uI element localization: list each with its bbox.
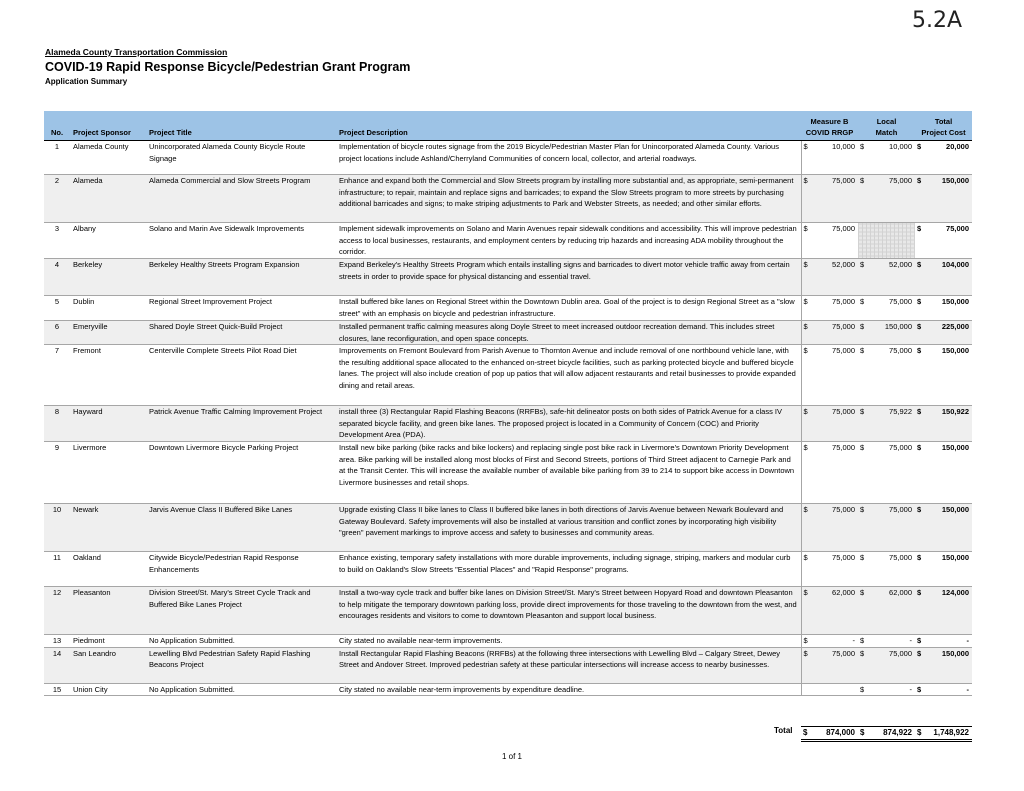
total-cost-amount-value: 104,000 [941, 260, 969, 269]
project-title: Solano and Marin Ave Sidewalk Improvements [146, 223, 336, 259]
local-match-amount [858, 504, 915, 552]
project-title: Division Street/St. Mary's Street Cycle Track and Buffered Bike Lanes Project [146, 587, 336, 635]
measure-b-amount-value: 10,000 [832, 142, 855, 151]
local-match-amount-value: 75,000 [889, 297, 912, 306]
project-sponsor: Dublin [70, 296, 146, 321]
measure-b-amount-value: 75,000 [832, 224, 855, 233]
project-description: Install buffered bike lanes on Regional Street within the Downtown Dublin area. Goal of the project is to design Regional Street as a "slow street" with an emphasis on bicycle and pedestrian infrastructure. [336, 296, 801, 321]
total-cost-amount [915, 406, 972, 442]
total-cost-amount-value: 150,000 [941, 553, 969, 562]
measure-b-amount-value: - [852, 636, 855, 645]
total-cost-amount-value: 150,922 [941, 407, 969, 416]
local-match-amount-value: 75,000 [889, 553, 912, 562]
table-row [44, 175, 972, 223]
measure-b-amount [801, 296, 858, 321]
project-sponsor: Albany [70, 223, 146, 259]
total-cost-amount [915, 175, 972, 223]
project-sponsor: Berkeley [70, 259, 146, 296]
row-number: 5 [44, 296, 70, 321]
application-summary-table [44, 111, 972, 696]
table-row [44, 635, 972, 648]
total-measure-b [801, 726, 858, 742]
project-title: Unincorporated Alameda County Bicycle Route Signage [146, 141, 336, 175]
total-cost-amount-value: 150,000 [941, 297, 969, 306]
project-title: No Application Submitted. [146, 683, 336, 696]
project-description: Install new bike parking (bike racks and bike lockers) and replacing single post bike rack in Livermore's Downtown Priority Development area. Bike parking will be installed along most blocks of First and Second Streets, portions of Third Street adjacent to Carnegie Park and at the Transit Center. This will increase the available number of available bike parking from 39 to 214 to support bike access in Downtown Livermore businesses and retail shops. [336, 442, 801, 504]
local-match-amount [858, 552, 915, 587]
total-project-cost-value: 1,748,922 [933, 728, 969, 737]
project-description: Implement sidewalk improvements on Solano and Marin Avenues repair sidewalk conditions and accessibility. This will improve pedestrian access to local businesses, restaurants, and employment centers by reducing trip hazards and increasing ADA mobility throughout the corridor. [336, 223, 801, 259]
measure-b-amount-value: 75,000 [832, 505, 855, 514]
measure-b-amount [801, 223, 858, 259]
col-header-local-line2: Match [875, 128, 898, 137]
currency-symbol: $ [860, 443, 865, 452]
table-row [44, 345, 972, 406]
measure-b-amount [801, 683, 858, 696]
col-header-local-match [858, 111, 915, 141]
currency-symbol: $ [917, 588, 922, 597]
currency-symbol: $ [803, 443, 808, 452]
project-sponsor: Emeryville [70, 321, 146, 345]
total-cost-amount-value: 20,000 [946, 142, 969, 151]
project-description: Improvements on Fremont Boulevard from Parish Avenue to Thornton Avenue and include removal of one northbound vehicle lane, with the resulting additional space allocated to the enhanced on-street bicycle facilities, such as parking protected bicycle and buffered bicycle lanes. The project will also include creation of pop up patios that will allow adjacent restaurants and retail businesses to provide expanded dining and retail areas. [336, 345, 801, 406]
total-cost-amount-value: - [966, 636, 969, 645]
currency-symbol: $ [860, 260, 865, 269]
local-match-amount [858, 345, 915, 406]
row-number: 2 [44, 175, 70, 223]
local-match-amount [858, 635, 915, 648]
currency-symbol: $ [917, 648, 922, 658]
document-header [45, 47, 410, 86]
measure-b-amount [801, 406, 858, 442]
currency-symbol: $ [803, 142, 808, 151]
currency-symbol: $ [803, 553, 808, 562]
currency-symbol: $ [917, 407, 922, 416]
col-header-title: Project Title [146, 111, 336, 141]
table-row [44, 442, 972, 504]
table-row [44, 321, 972, 345]
currency-symbol: $ [917, 176, 922, 185]
total-cost-amount [915, 296, 972, 321]
currency-symbol: $ [917, 346, 922, 355]
local-match-amount-value: 75,000 [889, 505, 912, 514]
program-title: COVID-19 Rapid Response Bicycle/Pedestrian Grant Program [45, 60, 411, 74]
currency-symbol: $ [860, 407, 865, 416]
row-number: 8 [44, 406, 70, 442]
totals-label: Total [774, 726, 793, 735]
measure-b-amount-value: 75,000 [832, 407, 855, 416]
total-cost-amount-value: 75,000 [946, 224, 969, 233]
currency-symbol: $ [917, 224, 922, 233]
currency-symbol: $ [860, 553, 865, 562]
agenda-item-number: 5.2A [911, 8, 962, 33]
row-number: 9 [44, 442, 70, 504]
total-cost-amount [915, 141, 972, 175]
currency-symbol: $ [803, 588, 808, 597]
currency-symbol: $ [860, 346, 865, 355]
total-cost-amount-value: 225,000 [941, 322, 969, 331]
project-sponsor: Union City [70, 683, 146, 696]
project-sponsor: Pleasanton [70, 587, 146, 635]
total-cost-amount-value: 150,000 [941, 176, 969, 185]
total-cost-amount [915, 635, 972, 648]
total-cost-amount [915, 442, 972, 504]
document-subtitle: Application Summary [45, 77, 128, 86]
table-row [44, 683, 972, 696]
measure-b-amount-value: 75,000 [832, 322, 855, 331]
table-header-row [44, 111, 972, 141]
currency-symbol: $ [803, 224, 808, 233]
row-number: 11 [44, 552, 70, 587]
currency-symbol: $ [860, 648, 865, 658]
total-cost-amount-value: 150,000 [941, 505, 969, 514]
currency-symbol: $ [860, 322, 865, 331]
currency-symbol: $ [803, 728, 808, 737]
col-header-total-cost [915, 111, 972, 141]
measure-b-amount [801, 345, 858, 406]
currency-symbol: $ [803, 636, 808, 645]
total-cost-amount-value: 150,000 [941, 346, 969, 355]
project-sponsor: Newark [70, 504, 146, 552]
currency-symbol: $ [917, 322, 922, 331]
project-description: Install Rectangular Rapid Flashing Beacons (RRFBs) at the following three intersections with Lewelling Blvd – Calgary Street, Dewey Street and Andover Street. Improved pedestrian safety at these particular intersections will increase access to nearby businesses. [336, 647, 801, 683]
local-match-amount-value: - [909, 636, 912, 645]
total-cost-amount-value: 150,000 [941, 648, 969, 658]
currency-symbol: $ [917, 505, 922, 514]
project-sponsor: Oakland [70, 552, 146, 587]
table-row [44, 406, 972, 442]
total-project-cost [915, 726, 972, 742]
col-header-measure-b-line1: Measure B [810, 117, 849, 126]
measure-b-amount-value: 75,000 [832, 648, 855, 658]
project-sponsor: Alameda [70, 175, 146, 223]
row-number: 12 [44, 587, 70, 635]
col-header-measure-b [801, 111, 858, 141]
local-match-amount [858, 296, 915, 321]
project-sponsor: San Leandro [70, 647, 146, 683]
table-row [44, 223, 972, 259]
total-cost-amount [915, 504, 972, 552]
table-row [44, 587, 972, 635]
table-row [44, 296, 972, 321]
total-cost-amount-value: 124,000 [941, 588, 969, 597]
row-number: 3 [44, 223, 70, 259]
project-title: Downtown Livermore Bicycle Parking Project [146, 442, 336, 504]
local-match-amount [858, 175, 915, 223]
project-title: Shared Doyle Street Quick-Build Project [146, 321, 336, 345]
row-number: 7 [44, 345, 70, 406]
local-match-amount-value: 75,000 [889, 176, 912, 185]
local-match-amount [858, 259, 915, 296]
local-match-amount-value: 52,000 [889, 260, 912, 269]
measure-b-amount-value: 75,000 [832, 443, 855, 452]
total-cost-amount [915, 683, 972, 696]
currency-symbol: $ [917, 636, 922, 645]
total-cost-amount [915, 223, 972, 259]
local-match-amount-value: 10,000 [889, 142, 912, 151]
measure-b-amount [801, 647, 858, 683]
local-match-amount-value: - [909, 684, 912, 694]
measure-b-amount [801, 635, 858, 648]
table-row [44, 259, 972, 296]
currency-symbol: $ [860, 684, 865, 694]
project-description: Enhance and expand both the Commercial and Slow Streets program by installing more substantial and, as appropriate, semi-permanent infrastructure; to repair, maintain and replace signs and barricades; to expand the Slow Streets program to more streets by purchasing additional barricades and signs; to make striping adjustments to Park and Webster Streets, as needed; and other similar efforts. [336, 175, 801, 223]
col-header-no: No. [44, 111, 70, 141]
project-description: Expand Berkeley's Healthy Streets Program which entails installing signs and barricades to divert motor vehicle traffic away from certain streets in order to provide space for physical distancing and essential travel. [336, 259, 801, 296]
project-title: Alameda Commercial and Slow Streets Program [146, 175, 336, 223]
local-match-amount-value: 75,000 [889, 346, 912, 355]
table-row [44, 552, 972, 587]
col-header-total-line1: Total [934, 117, 953, 126]
project-title: Lewelling Blvd Pedestrian Safety Rapid Flashing Beacons Project [146, 647, 336, 683]
currency-symbol: $ [917, 297, 922, 306]
measure-b-amount [801, 504, 858, 552]
project-title: Jarvis Avenue Class II Buffered Bike Lanes [146, 504, 336, 552]
currency-symbol: $ [860, 505, 865, 514]
table-row [44, 504, 972, 552]
total-measure-b-value: 874,000 [826, 728, 855, 737]
project-description: Upgrade existing Class II bike lanes to Class II buffered bike lanes in both directions of Jarvis Avenue between Newark Boulevard and Gateway Boulevard. Safety improvements will also be installed at various transition and conflict zones by incorporating high visibility "green" pavement markings to improve access and safety to businesses and community areas. [336, 504, 801, 552]
measure-b-amount-value: 75,000 [832, 176, 855, 185]
measure-b-amount-value: 75,000 [832, 346, 855, 355]
currency-symbol: $ [917, 553, 922, 562]
currency-symbol: $ [803, 648, 808, 658]
project-title: Patrick Avenue Traffic Calming Improvement Project [146, 406, 336, 442]
currency-symbol: $ [860, 297, 865, 306]
project-description: City stated no available near-term improvements by expenditure deadline. [336, 683, 801, 696]
total-cost-amount-value: 150,000 [941, 443, 969, 452]
currency-symbol: $ [803, 407, 808, 416]
local-match-amount [858, 321, 915, 345]
currency-symbol: $ [803, 346, 808, 355]
organization-name: Alameda County Transportation Commission [45, 47, 228, 57]
project-title: Berkeley Healthy Streets Program Expansion [146, 259, 336, 296]
col-header-description: Project Description [336, 111, 801, 141]
currency-symbol: $ [917, 260, 922, 269]
table-row [44, 141, 972, 175]
measure-b-amount [801, 587, 858, 635]
table-row [44, 647, 972, 683]
row-number: 6 [44, 321, 70, 345]
currency-symbol: $ [860, 636, 865, 645]
project-title: No Application Submitted. [146, 635, 336, 648]
project-description: Install a two-way cycle track and buffer bike lanes on Division Street/St. Mary's Street between Hopyard Road and downtown Pleasanton to help mitigate the temporary downtown parking loss, provide direct improvements for those traveling to the downtown from the west, and encourages residents and visitors to come to downtown Pleasanton and support local business. [336, 587, 801, 635]
project-title: Centerville Complete Streets Pilot Road Diet [146, 345, 336, 406]
measure-b-amount [801, 442, 858, 504]
currency-symbol: $ [803, 322, 808, 331]
project-description: Implementation of bicycle routes signage from the 2019 Bicycle/Pedestrian Master Plan for Unincorporated Alameda County. Various project locations include Ashland/Cherryland Communities of concern local, collector, and arterial roadways. [336, 141, 801, 175]
row-number: 10 [44, 504, 70, 552]
local-match-amount [858, 683, 915, 696]
measure-b-amount-value: 52,000 [832, 260, 855, 269]
local-match-amount [858, 442, 915, 504]
currency-symbol: $ [803, 176, 808, 185]
measure-b-amount-value: 62,000 [832, 588, 855, 597]
measure-b-amount [801, 321, 858, 345]
total-cost-amount [915, 345, 972, 406]
col-header-sponsor: Project Sponsor [70, 111, 146, 141]
local-match-amount-value: 75,922 [889, 407, 912, 416]
currency-symbol: $ [860, 176, 865, 185]
total-local-match [858, 726, 915, 742]
measure-b-amount-value: 75,000 [832, 553, 855, 562]
local-match-amount-value: 62,000 [889, 588, 912, 597]
currency-symbol: $ [803, 505, 808, 514]
row-number: 1 [44, 141, 70, 175]
row-number: 4 [44, 259, 70, 296]
row-number: 15 [44, 683, 70, 696]
total-cost-amount [915, 552, 972, 587]
total-cost-amount [915, 259, 972, 296]
page-footer: 1 of 1 [501, 752, 522, 761]
project-description: install three (3) Rectangular Rapid Flashing Beacons (RRFBs), safe-hit delineator posts on both sides of Patrick Avenue for a class IV separated bicycle facility, and green bike lanes. The proposed project is located in a Community of Concern (COC) and Priority Development Area (PDA). [336, 406, 801, 442]
col-header-local-line1: Local [876, 117, 897, 126]
currency-symbol: $ [803, 297, 808, 306]
project-sponsor: Alameda County [70, 141, 146, 175]
project-title: Citywide Bicycle/Pedestrian Rapid Response Enhancements [146, 552, 336, 587]
project-description: Installed permanent traffic calming measures along Doyle Street to meet increased outdoor recreation demand. This includes street closures, lane reconfiguration, and open space concepts. [336, 321, 801, 345]
local-match-amount-value: 75,000 [889, 648, 912, 658]
total-cost-amount-value: - [966, 684, 969, 694]
project-sponsor: Piedmont [70, 635, 146, 648]
local-match-amount-value: 75,000 [889, 443, 912, 452]
local-match-amount-value: 150,000 [884, 322, 912, 331]
measure-b-amount [801, 552, 858, 587]
project-sponsor: Livermore [70, 442, 146, 504]
measure-b-amount [801, 259, 858, 296]
total-cost-amount [915, 321, 972, 345]
row-number: 13 [44, 635, 70, 648]
local-match-amount [858, 406, 915, 442]
project-description: City stated no available near-term improvements. [336, 635, 801, 648]
total-local-match-value: 874,922 [883, 728, 912, 737]
currency-symbol: $ [917, 142, 922, 151]
measure-b-amount [801, 141, 858, 175]
currency-symbol: $ [917, 728, 922, 737]
currency-symbol: $ [860, 588, 865, 597]
currency-symbol: $ [860, 142, 865, 151]
local-match-amount [858, 647, 915, 683]
total-cost-amount [915, 587, 972, 635]
project-sponsor: Hayward [70, 406, 146, 442]
project-title: Regional Street Improvement Project [146, 296, 336, 321]
local-match-amount [858, 587, 915, 635]
currency-symbol: $ [917, 684, 922, 694]
currency-symbol: $ [860, 728, 865, 737]
total-cost-amount [915, 647, 972, 683]
project-sponsor: Fremont [70, 345, 146, 406]
col-header-measure-b-line2: COVID RRGP [805, 128, 854, 137]
currency-symbol: $ [917, 443, 922, 452]
project-description: Enhance existing, temporary safety installations with more durable improvements, including signage, striping, markers and modular curb to build on Oakland's Slow Streets "Essential Places" and "Rapid Response" programs. [336, 552, 801, 587]
local-match-amount [858, 141, 915, 175]
measure-b-amount [801, 175, 858, 223]
currency-symbol: $ [803, 260, 808, 269]
local-match-amount [858, 223, 915, 259]
measure-b-amount-value: 75,000 [832, 297, 855, 306]
col-header-total-line2: Project Cost [921, 128, 966, 137]
row-number: 14 [44, 647, 70, 683]
